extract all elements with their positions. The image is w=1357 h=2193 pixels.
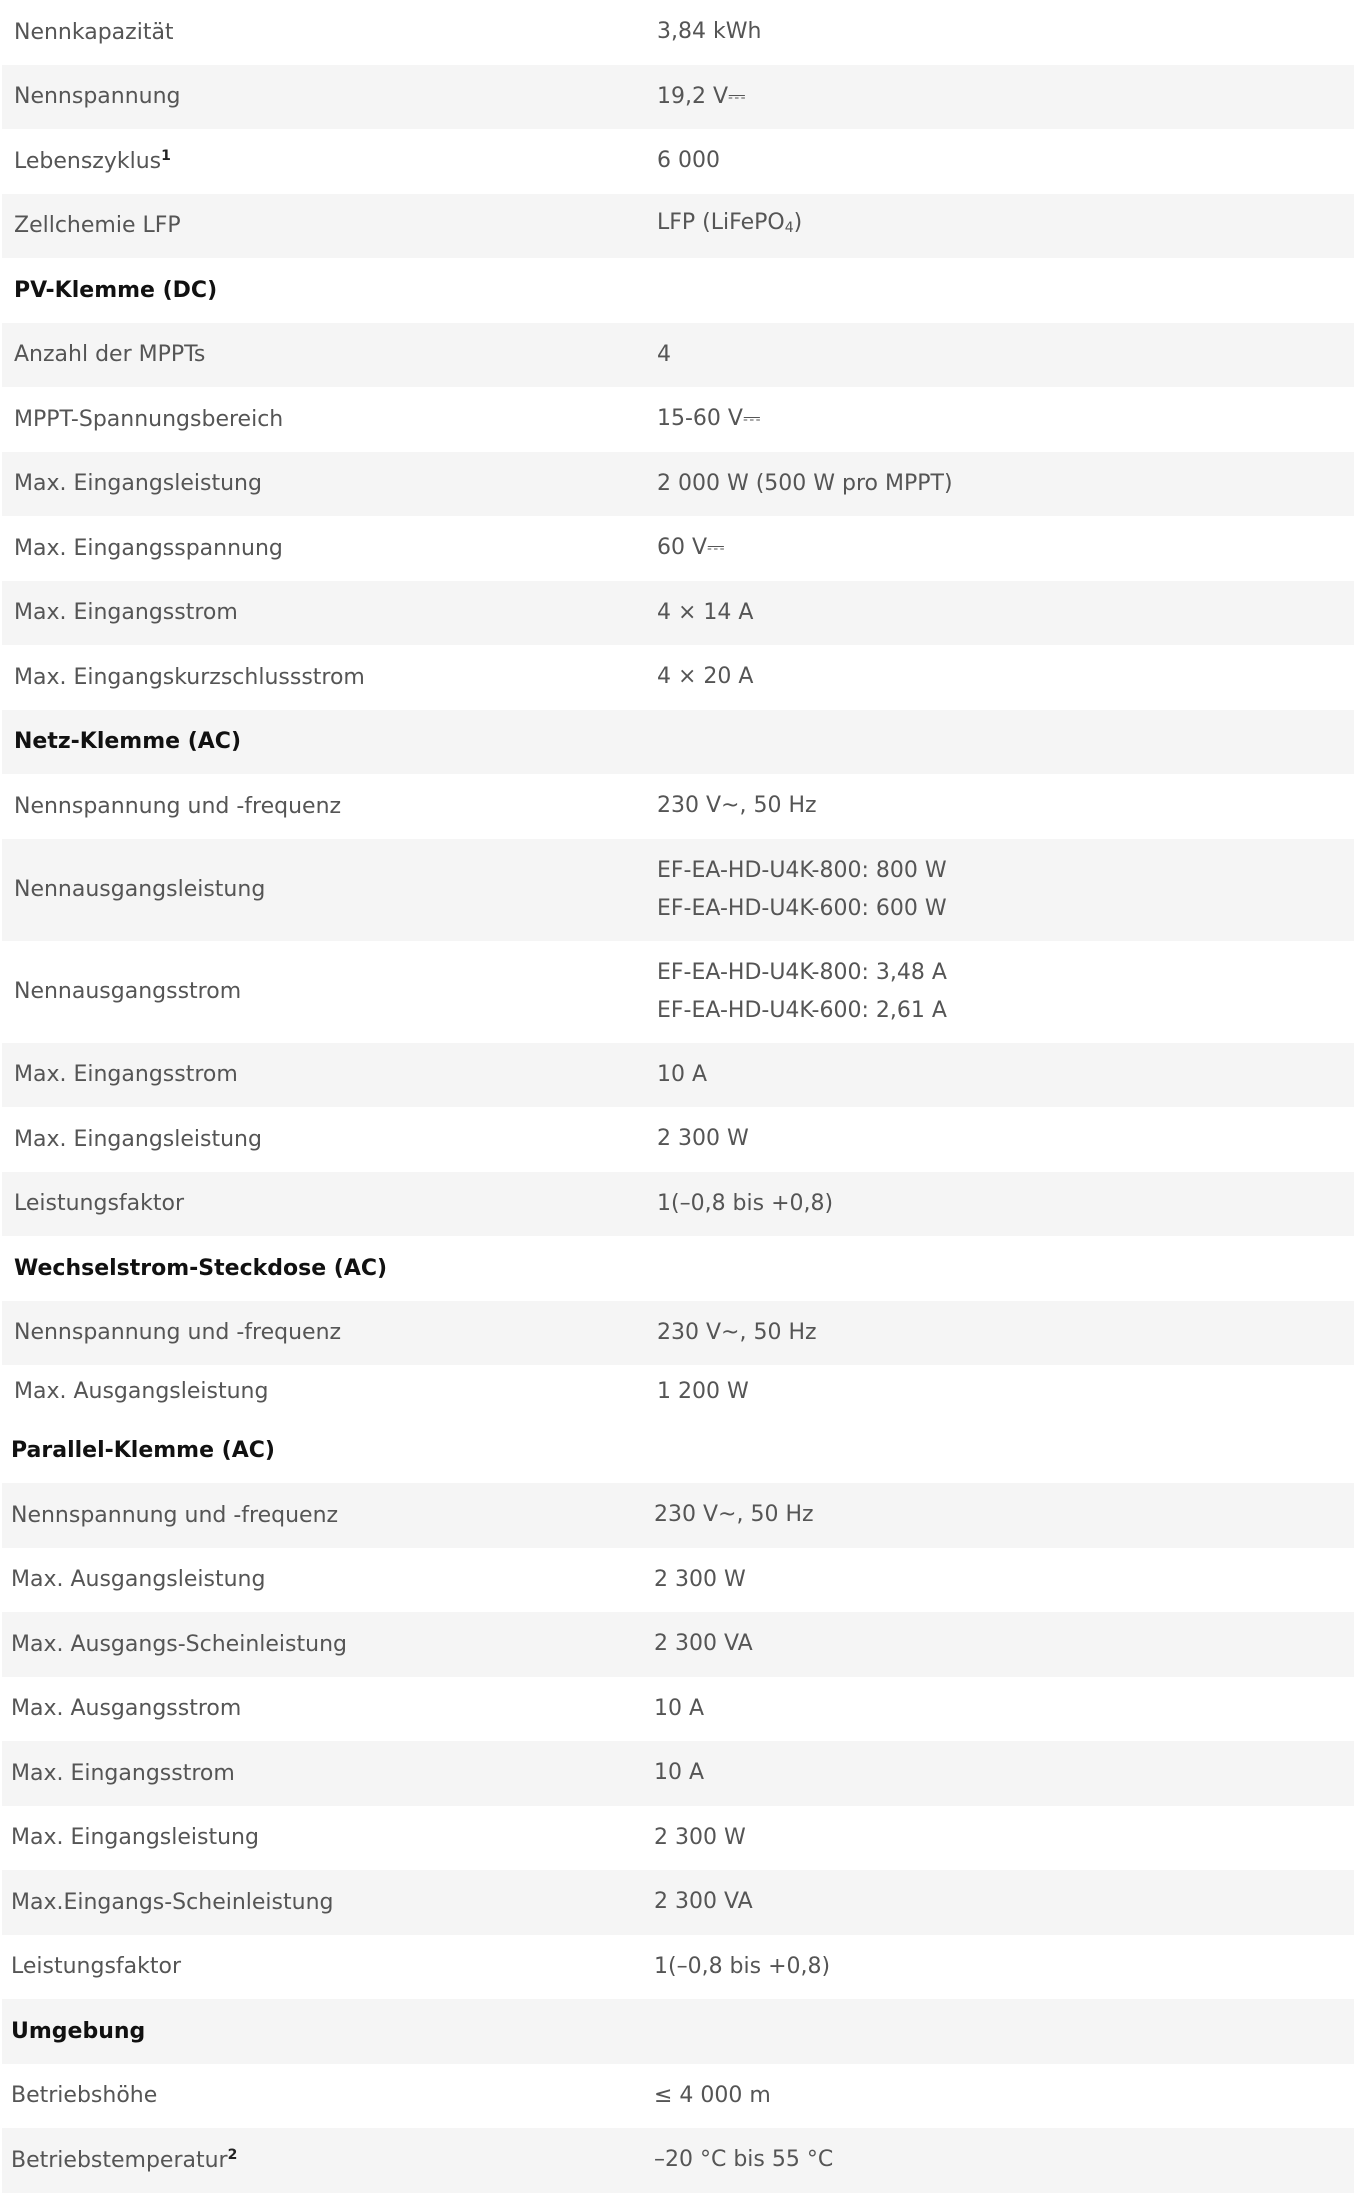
spec-row — [2, 1107, 1354, 1172]
spec-row — [2, 387, 1354, 452]
section-title: Wechselstrom-Steckdose (AC) — [14, 1255, 388, 1281]
section-heading — [2, 1999, 1354, 2064]
spec-label: Nennausgangsstrom — [14, 979, 242, 1004]
spec-value: 1(–0,8 bis +0,8) — [654, 1953, 831, 1979]
spec-label: Max. Ausgangs-Scheinleistung — [11, 1631, 347, 1657]
spec-row — [2, 0, 1354, 65]
spec-value: –20 °C bis 55 °C — [654, 2147, 834, 2173]
spec-value: 2 300 W — [654, 1824, 746, 1850]
section-heading — [2, 1418, 1354, 1483]
spec-label-wrap — [2, 2147, 657, 2173]
spec-value: 15-60 V⎓ — [657, 406, 761, 432]
spec-value: 19,2 V⎓ — [657, 83, 746, 109]
spec-value: 230 V~, 50 Hz — [654, 1502, 814, 1528]
spec-label: Max. Eingangsstrom — [14, 600, 238, 626]
spec-value: 2 300 W — [657, 1126, 749, 1152]
spec-row — [2, 194, 1354, 259]
spec-value: 1(–0,8 bis +0,8) — [657, 1190, 834, 1216]
spec-label: Nennausgangsleistung — [14, 877, 266, 902]
spec-label: Max. Eingangsstrom — [11, 1760, 235, 1786]
spec-row — [2, 581, 1354, 646]
spec-label: Nennkapazität — [14, 19, 174, 45]
spec-value-multi — [657, 852, 1354, 928]
spec-block-1 — [2, 0, 1354, 1418]
subscript: 4 — [784, 220, 794, 237]
spec-row — [2, 129, 1354, 194]
section-title: Netz-Klemme (AC) — [14, 729, 242, 755]
spec-row — [2, 1870, 1354, 1935]
section-title: Parallel-Klemme (AC) — [11, 1438, 275, 1463]
spec-label: Max.Eingangs-Scheinleistung — [11, 1889, 334, 1915]
spec-label: Max. Eingangsleistung — [14, 1126, 262, 1152]
spec-row — [2, 1483, 1354, 1548]
spec-label: Max. Ausgangsleistung — [11, 1567, 266, 1593]
section-heading — [2, 1236, 1354, 1301]
spec-row — [2, 1301, 1354, 1366]
spec-block-2 — [2, 1418, 1354, 2193]
section-heading — [2, 710, 1354, 775]
spec-value-line: EF-EA-HD-U4K-800: 3,48 A — [657, 959, 947, 985]
spec-label: Max. Eingangsleistung — [11, 1825, 259, 1851]
spec-label: Max. Eingangsspannung — [14, 535, 283, 561]
spec-value: 2 000 W (500 W pro MPPT) — [657, 470, 953, 496]
spec-value: 3,84 kWh — [657, 19, 762, 45]
spec-value: 10 A — [654, 1695, 705, 1721]
spec-label: Nennspannung und -frequenz — [14, 1320, 342, 1346]
spec-label: Leistungsfaktor — [11, 1954, 182, 1980]
spec-value-multi — [657, 954, 1354, 1030]
spec-label: Nennspannung — [14, 84, 181, 110]
spec-label: Lebenszyklus — [14, 149, 162, 175]
spec-value-line: EF-EA-HD-U4K-600: 600 W — [657, 895, 947, 921]
section-title: PV-Klemme (DC) — [14, 277, 218, 303]
spec-value: 10 A — [654, 1760, 705, 1786]
spec-label: Betriebstemperatur — [11, 2148, 228, 2174]
spec-value: LFP (LiFePO — [657, 210, 785, 236]
spec-value: ≤ 4 000 m — [654, 2082, 771, 2108]
spec-row — [2, 65, 1354, 130]
spec-label: Nennspannung und -frequenz — [14, 793, 342, 819]
spec-value-line: EF-EA-HD-U4K-600: 2,61 A — [657, 997, 947, 1023]
spec-value-end: ) — [793, 210, 803, 236]
spec-row — [2, 1935, 1354, 2000]
spec-row — [2, 1365, 1354, 1418]
spec-label: MPPT-Spannungsbereich — [14, 406, 284, 432]
spec-row — [2, 1612, 1354, 1677]
spec-label: Zellchemie LFP — [14, 213, 181, 239]
spec-row — [2, 1172, 1354, 1237]
spec-value: 6 000 — [657, 148, 720, 174]
footnote-marker: 2 — [227, 2147, 238, 2164]
spec-row — [2, 1741, 1354, 1806]
spec-value: 1 200 W — [657, 1378, 749, 1404]
spec-table — [2, 0, 1354, 2193]
spec-row — [2, 839, 1354, 941]
spec-label: Max. Eingangskurzschlussstrom — [14, 664, 365, 690]
spec-label-wrap — [2, 148, 657, 174]
spec-value: 10 A — [657, 1061, 708, 1087]
spec-label: Leistungsfaktor — [14, 1191, 185, 1217]
spec-value: 60 V⎓ — [657, 535, 725, 561]
footnote-marker: 1 — [161, 148, 171, 165]
section-title: Umgebung — [11, 2018, 146, 2044]
spec-value-wrap — [657, 204, 1354, 247]
spec-value: 2 300 W — [654, 1566, 746, 1592]
spec-value-line: EF-EA-HD-U4K-800: 800 W — [657, 857, 947, 883]
spec-value: 230 V~, 50 Hz — [657, 793, 817, 819]
spec-label: Max. Eingangsleistung — [14, 471, 262, 497]
spec-row — [2, 645, 1354, 710]
spec-row — [2, 1806, 1354, 1871]
spec-label: Anzahl der MPPTs — [14, 342, 206, 368]
spec-row — [2, 1043, 1354, 1108]
spec-value: 230 V~, 50 Hz — [657, 1319, 817, 1345]
spec-label: Max. Ausgangsleistung — [14, 1379, 269, 1404]
spec-value: 2 300 VA — [654, 1631, 753, 1657]
spec-row — [2, 1677, 1354, 1742]
spec-row — [2, 941, 1354, 1043]
spec-label: Max. Ausgangsstrom — [11, 1696, 242, 1722]
spec-value: 4 — [657, 341, 671, 367]
spec-value: 4 × 14 A — [657, 599, 754, 625]
spec-label: Nennspannung und -frequenz — [11, 1502, 339, 1528]
spec-row — [2, 774, 1354, 839]
spec-label: Betriebshöhe — [11, 2083, 158, 2109]
spec-value: 2 300 VA — [654, 1889, 753, 1915]
spec-row — [2, 2128, 1354, 2193]
spec-row — [2, 2064, 1354, 2129]
spec-row — [2, 323, 1354, 388]
section-heading — [2, 258, 1354, 323]
spec-label: Max. Eingangsstrom — [14, 1062, 238, 1088]
spec-row — [2, 516, 1354, 581]
spec-row — [2, 1548, 1354, 1613]
spec-row — [2, 452, 1354, 517]
spec-value: 4 × 20 A — [657, 664, 754, 690]
